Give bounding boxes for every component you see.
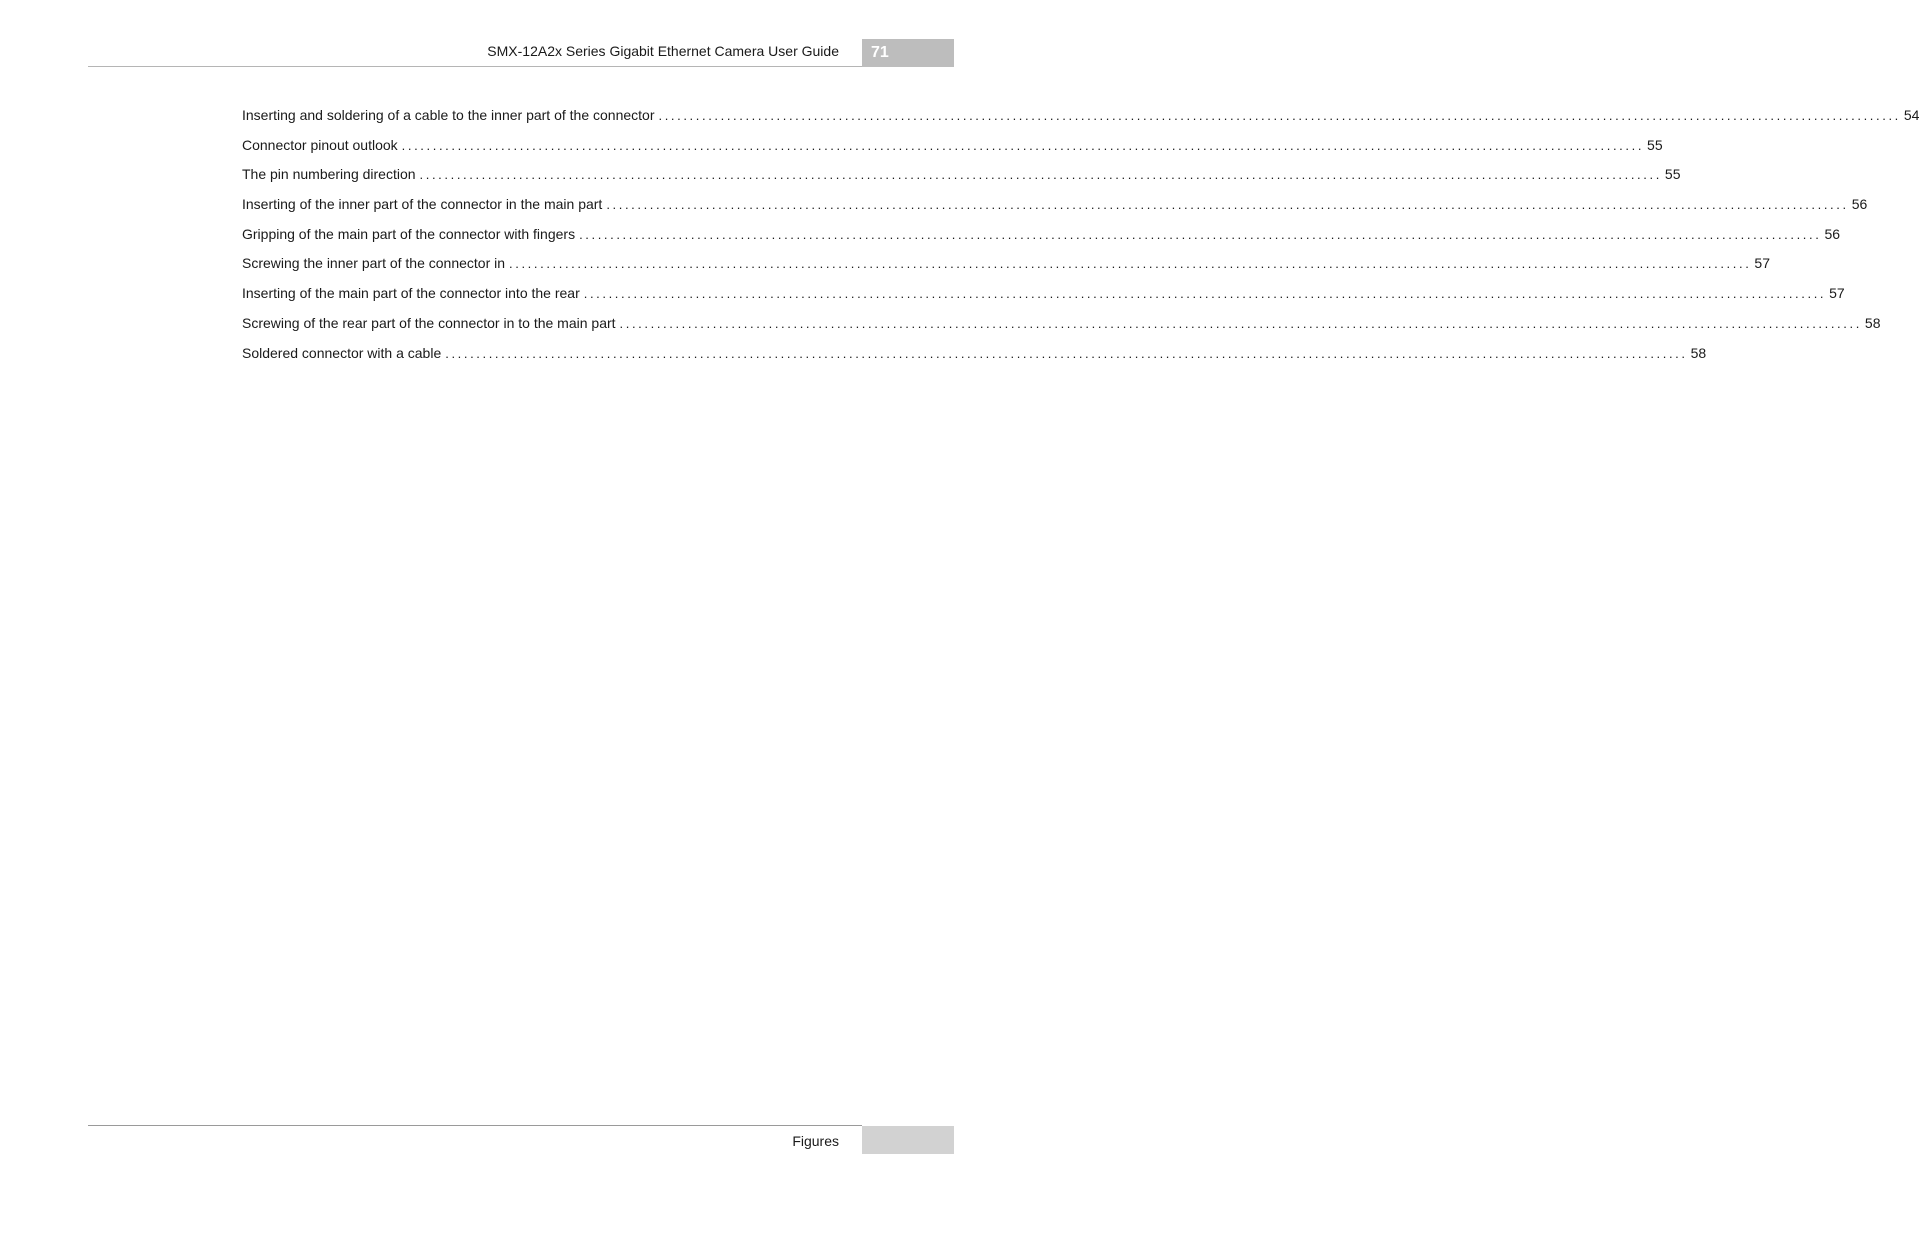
page-number-tab xyxy=(862,39,954,67)
toc-entry-title: Gripping of the main part of the connector with fingers xyxy=(242,225,576,242)
toc-entry-page: 57 xyxy=(1829,285,1845,302)
toc-entry-page: 58 xyxy=(1690,344,1707,361)
toc-entry-page: 54 xyxy=(1903,107,1919,123)
toc-dot-leader: ........................................................................................................................................................................................................ xyxy=(579,226,1822,242)
toc-entry-title: Soldered connector with a cable xyxy=(242,344,442,361)
toc-entry-page: 55 xyxy=(1647,136,1663,153)
toc-entry[interactable] xyxy=(242,252,1770,282)
list-of-figures xyxy=(242,104,1919,371)
toc-entry-page: 55 xyxy=(1664,166,1681,183)
toc-entry[interactable] xyxy=(242,134,1663,164)
header-divider xyxy=(88,66,862,67)
toc-entry-page: 56 xyxy=(1851,196,1868,213)
toc-entry-title: Inserting of the inner part of the connector in the main part xyxy=(242,196,603,213)
toc-entry[interactable] xyxy=(242,163,1681,193)
toc-entry-title: Screwing of the rear part of the connector in to the main part xyxy=(242,314,616,331)
toc-dot-leader: ........................................................................................................................................................................................................ xyxy=(606,197,1849,213)
toc-entry[interactable] xyxy=(242,223,1841,253)
section-label: Figures xyxy=(792,1133,839,1149)
toc-entry[interactable] xyxy=(242,282,1845,312)
toc-dot-leader: ........................................................................................................................................................................................................ xyxy=(509,256,1752,272)
toc-dot-leader: ........................................................................................................................................................................................................ xyxy=(401,137,1645,153)
toc-entry[interactable] xyxy=(242,193,1868,223)
toc-dot-leader: ........................................................................................................................................................................................................ xyxy=(583,286,1827,302)
footer-divider xyxy=(88,1125,862,1126)
toc-entry-title: The pin numbering direction xyxy=(242,166,416,183)
document-title: SMX-12A2x Series Gigabit Ethernet Camera User Guide xyxy=(487,43,839,59)
footer-tab xyxy=(862,1126,954,1154)
toc-entry[interactable] xyxy=(242,342,1707,372)
toc-entry-page: 56 xyxy=(1824,225,1841,242)
toc-entry-page: 58 xyxy=(1864,314,1881,331)
toc-entry-page: 57 xyxy=(1754,255,1770,272)
toc-dot-leader: ........................................................................................................................................................................................................ xyxy=(658,108,1901,123)
toc-entry[interactable] xyxy=(242,104,1919,134)
toc-dot-leader: ........................................................................................................................................................................................................ xyxy=(619,315,1862,331)
toc-dot-leader: ........................................................................................................................................................................................................ xyxy=(445,345,1688,361)
toc-entry-title: Inserting of the main part of the connector into the rear xyxy=(242,285,580,302)
toc-dot-leader: ........................................................................................................................................................................................................ xyxy=(419,167,1662,183)
toc-entry-title: Screwing the inner part of the connector in xyxy=(242,255,506,272)
toc-entry[interactable] xyxy=(242,312,1881,342)
page-number: 71 xyxy=(871,44,889,61)
toc-entry-title: Connector pinout outlook xyxy=(242,136,398,153)
toc-entry-title: Inserting and soldering of a cable to the inner part of the connector xyxy=(242,107,655,123)
